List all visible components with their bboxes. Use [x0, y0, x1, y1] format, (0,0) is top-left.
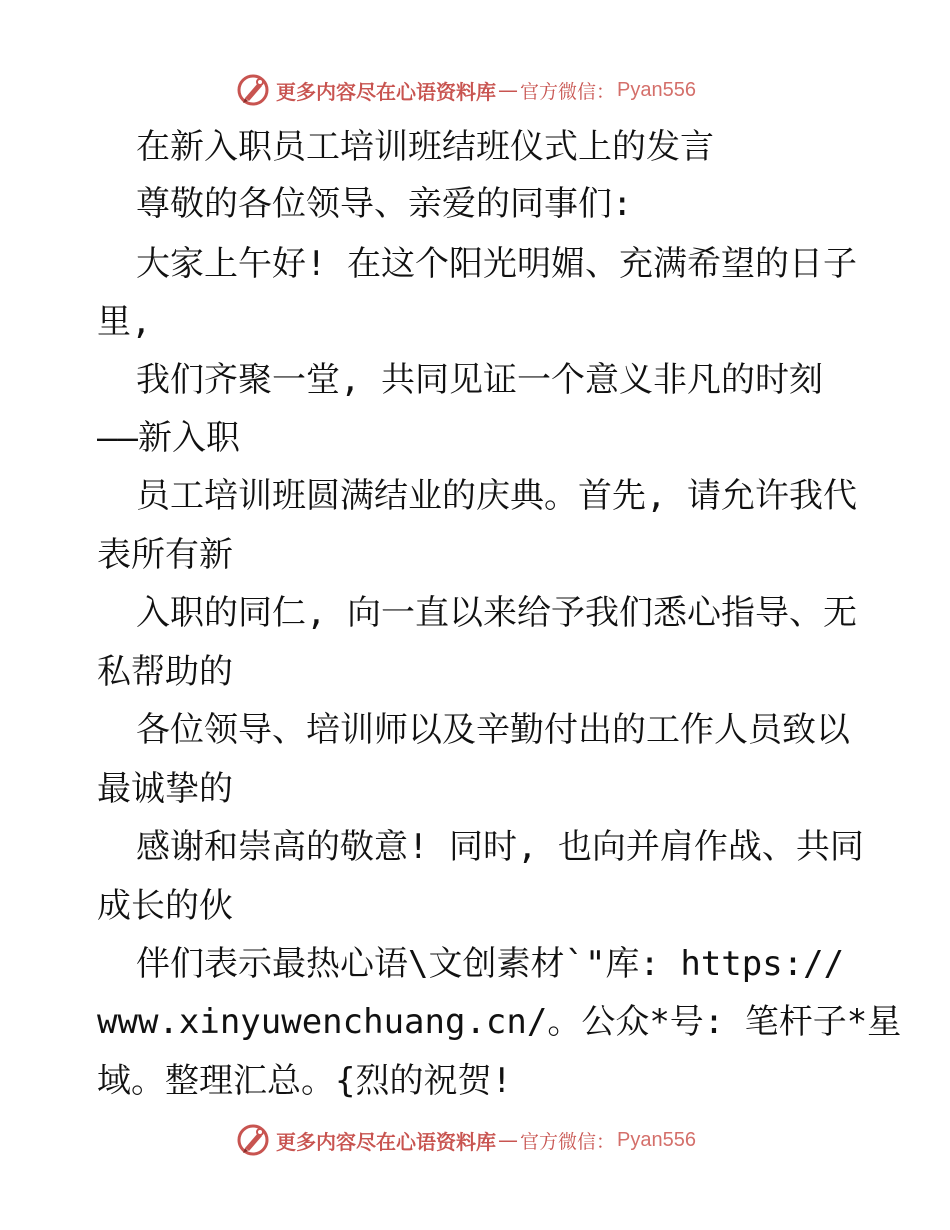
text-line: 成长的伙 [97, 886, 233, 926]
watermark-wechat-id: Pyan556 [617, 1128, 696, 1151]
footer-watermark [236, 1122, 716, 1158]
text-line: 里, [97, 302, 152, 342]
text-line: 我们齐聚一堂, 共同见证一个意义非凡的时刻 [136, 360, 823, 400]
text-line: 域。整理汇总。{烈的祝贺! [97, 1061, 512, 1101]
pen-logo-icon [236, 73, 270, 107]
text-line: 大家上午好! 在这个阳光明媚、充满希望的日子 [136, 244, 857, 284]
text-line: www.xinyuwenchuang.cn/。公众*号: 笔杆子*星 [97, 1002, 902, 1042]
watermark-sub-text: 官方微信： [520, 1130, 616, 1153]
text-line: 伴们表示最热心语\文创素材`"库: https:// [136, 944, 845, 984]
text-line: 员工培训班圆满结业的庆典。首先, 请允许我代 [136, 476, 857, 516]
watermark-dash: — [498, 78, 518, 102]
salutation: 尊敬的各位领导、亲爱的同事们: [136, 184, 633, 224]
text-line: ——新入职 [97, 418, 240, 458]
watermark-dash: — [498, 1128, 518, 1152]
header-watermark [236, 72, 716, 108]
watermark-sub-text: 官方微信： [520, 80, 616, 103]
pen-logo-icon [236, 1123, 270, 1157]
document-title: 在新入职员工培训班结班仪式上的发言 [136, 127, 714, 167]
text-line: 各位领导、培训师以及辛勤付出的工作人员致以 [136, 710, 850, 750]
text-line: 私帮助的 [97, 652, 233, 692]
watermark-main-text: 更多内容尽在心语资料库 [276, 1129, 496, 1154]
text-line: 表所有新 [97, 535, 233, 575]
text-line: 最诚挚的 [97, 769, 233, 809]
text-line: 感谢和崇高的敬意! 同时, 也向并肩作战、共同 [136, 827, 864, 867]
watermark-wechat-id: Pyan556 [617, 78, 696, 101]
text-line: 入职的同仁, 向一直以来给予我们悉心指导、无 [136, 593, 857, 633]
watermark-main-text: 更多内容尽在心语资料库 [276, 79, 496, 104]
